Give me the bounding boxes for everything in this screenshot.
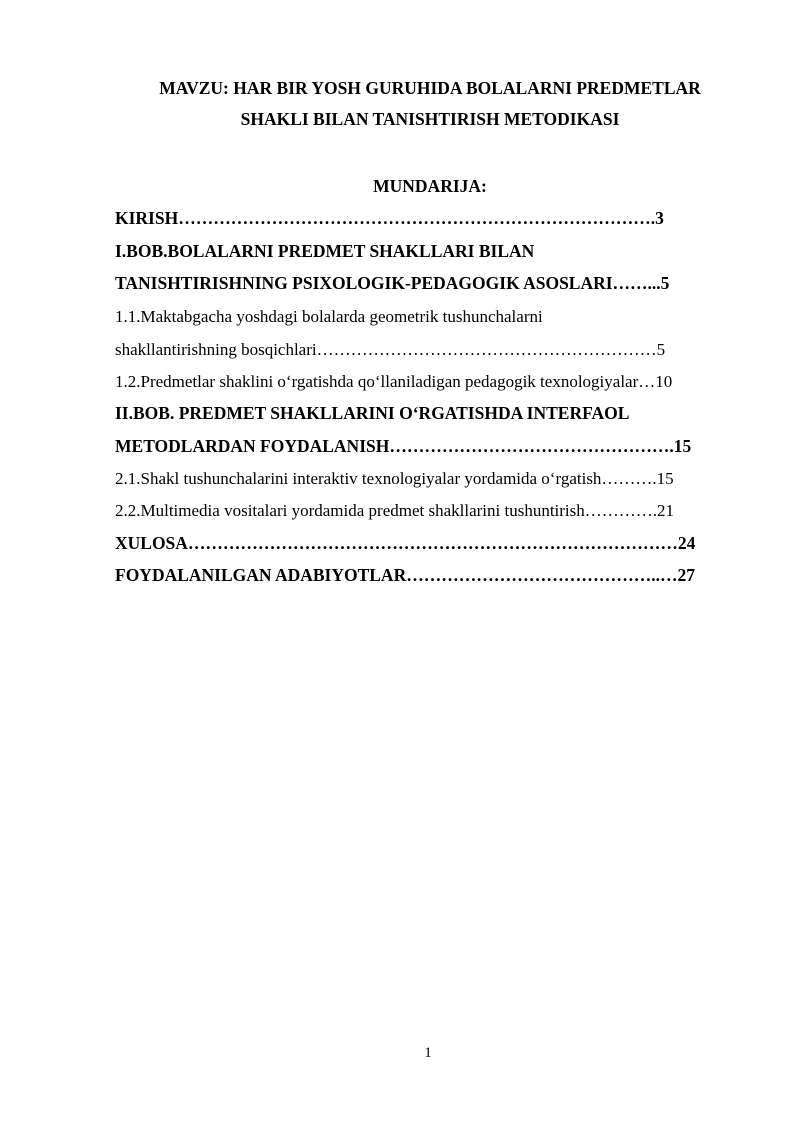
document-title-line-2: SHAKLI BILAN TANISHTIRISH METODIKASI — [240, 109, 620, 129]
toc-entry-chapter-1-line-1: I.BOB.BOLALARNI PREDMET SHAKLLARI BILAN — [115, 241, 535, 261]
toc-entry-section-1-2: 1.2.Predmetlar shaklini o‘rgatishda qo‘llaniladigan pedagogik texnologiyalar…10 — [115, 372, 673, 391]
toc-entry-section-1-1-line-2: shakllantirishning bosqichlari……………………………………………………5 — [115, 340, 666, 359]
toc-entry-conclusion: XULOSA…………………………………………………………………………24 — [115, 533, 696, 553]
toc-entry-chapter-2-line-1: II.BOB. PREDMET SHAKLLARINI O‘RGATISHDA INTERFAOL — [115, 403, 630, 423]
toc-entry-references: FOYDALANILGAN ADABIYOTLAR……………………………………..…27 — [115, 565, 695, 585]
toc-entry-introduction: KIRISH……………………………………………………………………….3 — [115, 208, 664, 228]
page-number: 1 — [424, 1045, 432, 1061]
toc-heading: MUNDARIJA: — [373, 176, 487, 196]
toc-entry-section-1-1-line-1: 1.1.Maktabgacha yoshdagi bolalarda geometrik tushunchalarni — [115, 307, 543, 326]
toc-entry-section-2-2: 2.2.Multimedia vositalari yordamida predmet shakllarini tushuntirish………….21 — [115, 501, 675, 520]
document-title-line-1: MAVZU: HAR BIR YOSH GURUHIDA BOLALARNI PREDMETLAR — [159, 78, 701, 98]
toc-entry-section-2-1: 2.1.Shakl tushunchalarini interaktiv texnologiyalar yordamida o‘rgatish……….15 — [115, 469, 674, 488]
toc-entry-chapter-1-line-2: TANISHTIRISHNING PSIXOLOGIK-PEDAGOGIK ASOSLARI……...5 — [115, 273, 670, 293]
toc-entry-chapter-2-line-2: METODLARDAN FOYDALANISH………………………………………….15 — [115, 436, 692, 456]
